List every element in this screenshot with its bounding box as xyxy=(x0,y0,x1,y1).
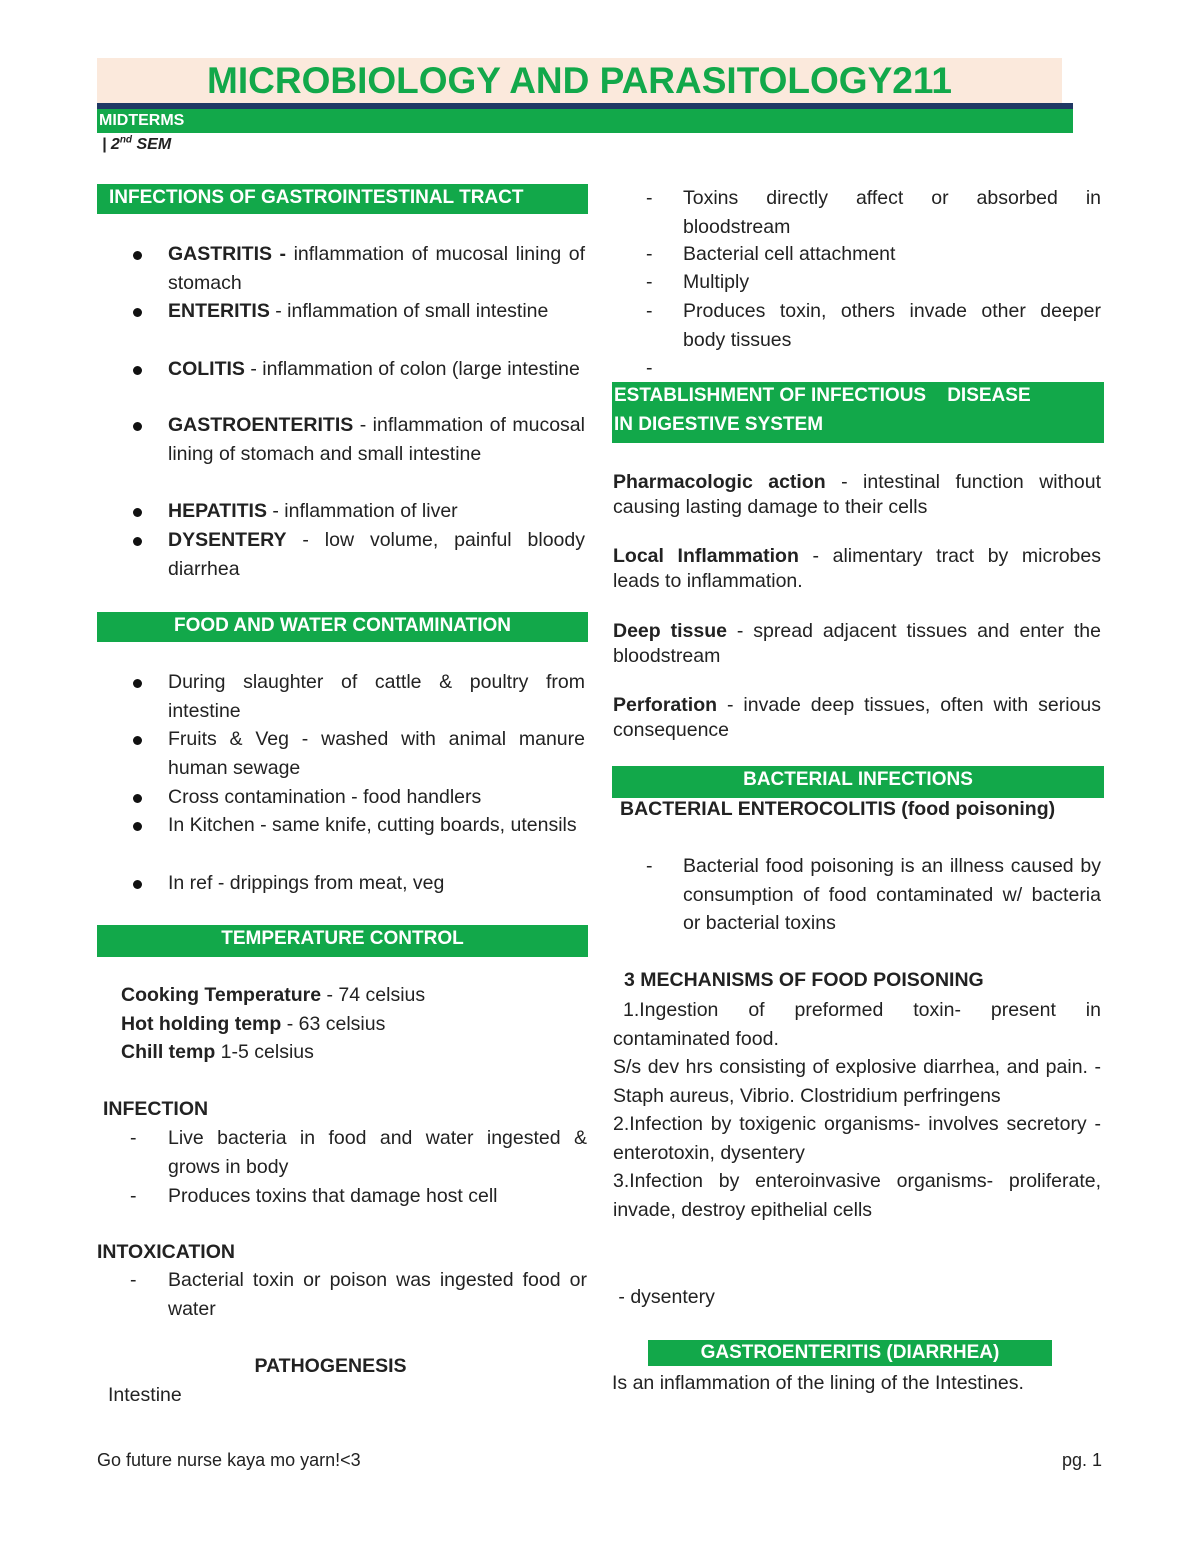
list-item: In ref - drippings from meat, veg xyxy=(168,872,445,894)
bullet-icon xyxy=(133,366,142,375)
dash-marker: - xyxy=(130,1127,137,1149)
para-text: - invade deep tissues, often with serious consequence xyxy=(613,694,1101,741)
dash-marker: - xyxy=(130,1185,137,1207)
bullet-icon xyxy=(133,251,142,260)
temp-value: - 63 celsius xyxy=(281,1013,386,1035)
gastroenteritis-text: Is an inflammation of the lining of the Intestines. xyxy=(612,1372,1024,1394)
dash-marker: - xyxy=(646,300,653,322)
paragraph xyxy=(613,619,1101,669)
para-text: - spread adjacent tissues and enter the bloodstream xyxy=(613,620,1101,667)
mechanisms-block xyxy=(613,996,1101,1224)
list-item: Cross contamination - food handlers xyxy=(168,786,482,808)
temp-value: 1-5 celsius xyxy=(215,1041,314,1063)
dash-marker: - xyxy=(646,271,653,293)
para-text: - intestinal function without causing lasting damage to their cells xyxy=(613,471,1101,518)
section-heading-gastroenteritis: GASTROENTERITIS (DIARRHEA) xyxy=(648,1340,1052,1366)
sem-suffix: SEM xyxy=(132,136,172,153)
list-item: Bacterial cell attachment xyxy=(683,243,896,265)
dash-marker: - xyxy=(646,243,653,265)
item-term: ENTERITIS xyxy=(168,300,270,322)
item-text: - inflammation of small intestine xyxy=(269,300,549,322)
page-title: MICROBIOLOGY AND PARASITOLOGY211 xyxy=(207,60,952,101)
list-item: Bacterial food poisoning is an illness caused by consumption of food contaminated w/ bacteria or bacterial toxins xyxy=(683,855,1101,934)
temp-term: Chill temp xyxy=(121,1041,216,1063)
bullet-icon xyxy=(133,794,142,803)
bullet-icon xyxy=(133,422,142,431)
bullet-icon xyxy=(133,679,142,688)
item-term: HEPATITIS xyxy=(168,500,267,522)
list-item xyxy=(168,297,585,326)
mechanisms-heading: 3 MECHANISMS OF FOOD POISONING xyxy=(624,969,984,991)
heading-line: IN DIGESTIVE SYSTEM xyxy=(614,413,824,435)
dash-marker: - xyxy=(646,357,653,379)
list-item: Produces toxin, others invade other deeper body tissues xyxy=(683,300,1101,351)
bullet-icon xyxy=(133,736,142,745)
mechanism-line: 2.Infection by toxigenic organisms- involves secretory - enterotoxin, dysentery xyxy=(613,1113,1101,1164)
list-item xyxy=(168,526,585,583)
item-term: DYSENTERY xyxy=(168,529,287,551)
item-text: - low volume, painful bloody diarrhea xyxy=(168,529,585,580)
para-text: - alimentary tract by microbes leads to inflammation. xyxy=(613,545,1101,592)
mechanism-line: S/s dev hrs consisting of explosive diarrhea, and pain. - Staph aureus, Vibrio. Clostridium perfringens xyxy=(613,1056,1101,1107)
item-text: - inflammation of liver xyxy=(266,500,458,522)
item-text: - inflammation of colon (large intestine xyxy=(244,358,580,380)
section-heading-food-water: FOOD AND WATER CONTAMINATION xyxy=(97,612,588,642)
list-item: During slaughter of cattle & poultry from intestine xyxy=(168,671,585,722)
list-item xyxy=(168,240,585,297)
list-item xyxy=(168,497,585,526)
list-item: Fruits & Veg - washed with animal manure human sewage xyxy=(168,728,585,779)
item-text: inflammation of mucosal lining of stomach xyxy=(168,243,585,294)
term-label: MIDTERMS xyxy=(99,112,185,129)
item-term: GASTROENTERITIS xyxy=(168,414,354,436)
pathogenesis-sub: Intestine xyxy=(108,1384,182,1406)
item-text: - inflammation of mucosal lining of stomach and small intestine xyxy=(168,414,585,465)
para-term: Pharmacologic action xyxy=(613,471,826,493)
term-bar xyxy=(97,109,1073,133)
bullet-icon xyxy=(133,308,142,317)
dash-marker: - xyxy=(646,187,653,209)
bacterial-subheading: BACTERIAL ENTEROCOLITIS (food poisoning) xyxy=(620,798,1056,820)
section-heading-gi-infections: INFECTIONS OF GASTROINTESTINAL TRACT xyxy=(97,184,588,214)
list-item: Toxins directly affect or absorbed in bloodstream xyxy=(683,187,1101,238)
heading-line: ESTABLISHMENT OF INFECTIOUS DISEASE xyxy=(614,385,1031,406)
infection-heading: INFECTION xyxy=(103,1098,209,1120)
list-item: Live bacteria in food and water ingested & grows in body xyxy=(168,1127,587,1178)
pathogenesis-heading: PATHOGENESIS xyxy=(254,1355,407,1377)
mechanism-line: 3.Infection by enteroinvasive organisms- proliferate, invade, destroy epithelial cells xyxy=(613,1170,1101,1221)
temp-value: - 74 celsius xyxy=(321,984,426,1006)
footer-note: Go future nurse kaya mo yarn!<3 xyxy=(97,1450,361,1470)
item-term: COLITIS xyxy=(168,358,245,380)
bullet-icon xyxy=(133,880,142,889)
list-item: In Kitchen - same knife, cutting boards, utensils xyxy=(168,814,577,836)
temp-line xyxy=(121,1010,385,1039)
list-item: Produces toxins that damage host cell xyxy=(168,1185,498,1207)
para-term: Deep tissue xyxy=(613,620,727,642)
temp-term: Hot holding temp xyxy=(121,1013,282,1035)
section-heading-establishment xyxy=(612,382,1104,443)
paragraph xyxy=(613,470,1101,520)
semester-label xyxy=(102,133,171,157)
bullet-icon xyxy=(133,822,142,831)
list-item xyxy=(168,411,585,468)
item-term: GASTRITIS - xyxy=(168,243,287,265)
mechanisms-tail: - dysentery xyxy=(613,1286,715,1308)
mechanism-line: 1.Ingestion of preformed toxin- present in contaminated food. xyxy=(613,999,1101,1050)
bullet-icon xyxy=(133,508,142,517)
temp-line xyxy=(121,981,425,1010)
page-number: pg. 1 xyxy=(1061,1450,1102,1470)
temp-term: Cooking Temperature xyxy=(121,984,322,1006)
intoxication-heading: INTOXICATION xyxy=(97,1241,235,1263)
section-heading-bacterial: BACTERIAL INFECTIONS xyxy=(612,766,1104,798)
sem-sup: nd xyxy=(119,134,133,146)
paragraph xyxy=(613,693,1101,743)
list-item: Bacterial toxin or poison was ingested food or water xyxy=(168,1269,587,1320)
dash-marker: - xyxy=(646,855,653,877)
list-item: Multiply xyxy=(683,271,750,293)
dash-marker: - xyxy=(130,1269,137,1291)
section-heading-temperature: TEMPERATURE CONTROL xyxy=(97,925,588,957)
sem-prefix: | 2 xyxy=(102,136,120,153)
paragraph xyxy=(613,544,1101,594)
temp-line xyxy=(121,1038,314,1067)
para-term: Local Inflammation xyxy=(613,545,799,567)
para-term: Perforation xyxy=(613,694,718,716)
list-item xyxy=(168,355,585,384)
bullet-icon xyxy=(133,537,142,546)
